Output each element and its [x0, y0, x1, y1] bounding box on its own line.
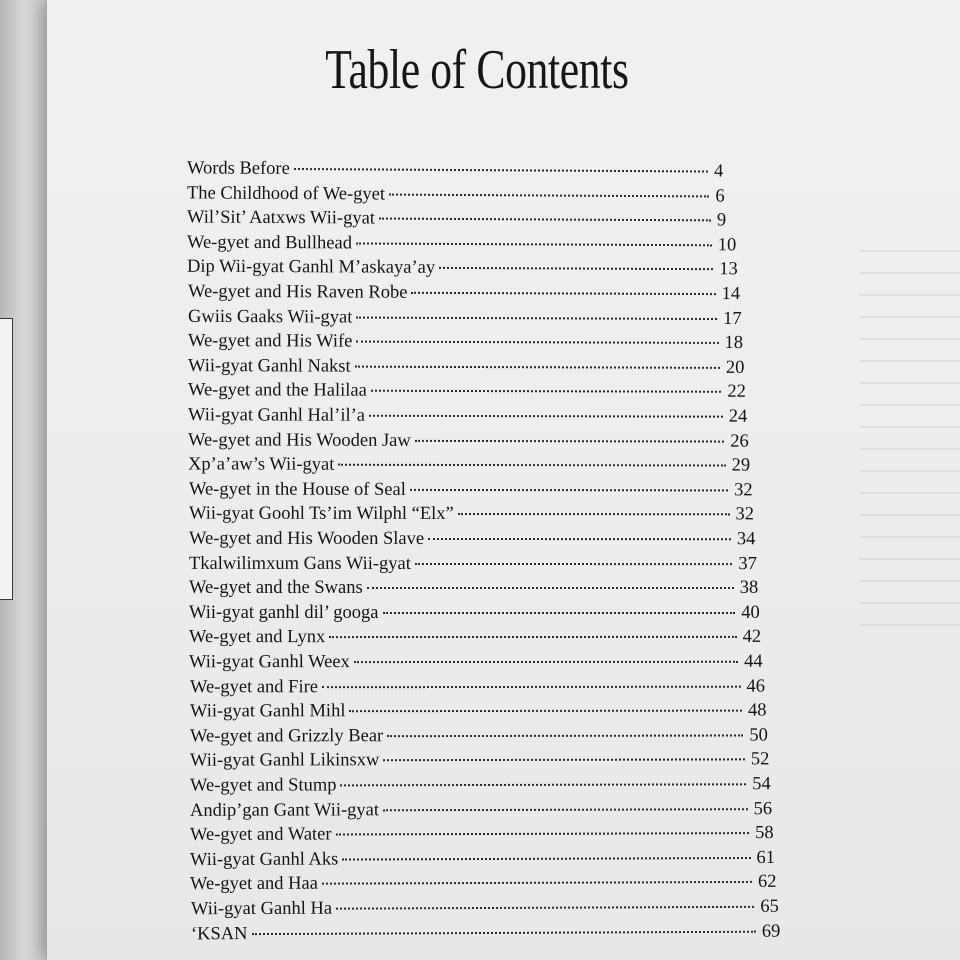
toc-dot-leader [356, 341, 718, 344]
toc-dot-leader [251, 930, 755, 934]
toc-page-number: 32 [733, 480, 753, 501]
toc-entry[interactable] [190, 676, 765, 701]
toc-entry-title: We-gyet and Fire [189, 676, 318, 697]
toc-page-number: 62 [758, 872, 777, 893]
toc-dot-leader [440, 267, 714, 270]
toc-dot-leader [355, 365, 720, 368]
toc-page-number: 24 [728, 406, 748, 427]
toc-page-number: 6 [715, 186, 725, 207]
toc-entry-title: We-gyet and Grizzly Bear [189, 725, 383, 747]
toc-entry[interactable] [189, 603, 760, 627]
toc-entry-title: Andip’gan Gant Wii-gyat [190, 799, 380, 821]
toc-page-number: 37 [738, 553, 757, 574]
toc-entry-title: Wii-gyat ganhl dil’ googa [189, 602, 379, 623]
toc-entry[interactable] [188, 405, 747, 430]
toc-page-number: 52 [750, 749, 770, 770]
toc-entry-title: The Childhood of We-gyet [187, 183, 386, 205]
toc-dot-leader [369, 415, 723, 418]
toc-entry-title: Gwiis Gaaks Wii-gyat [187, 306, 353, 328]
toc-entry-title: We-gyet and Water [190, 824, 332, 846]
toc-page-number: 14 [721, 284, 740, 305]
toc-entry-title: Wii-gyat Goohl Ts’im Wilphl “Elx” [188, 504, 454, 525]
toc-entry[interactable] [187, 183, 734, 210]
toc-entry-title: Wii-gyat Ganhl Nakst [187, 355, 351, 377]
toc-entry-title: We-gyet and Stump [189, 775, 337, 796]
toc-dot-leader [367, 587, 734, 589]
toc-dot-leader [339, 464, 726, 467]
toc-entry-title: We-gyet and the Halilaa [188, 380, 367, 402]
toc-dot-leader [354, 661, 738, 663]
toc-dot-leader [321, 685, 740, 688]
toc-dot-leader [383, 612, 736, 614]
toc-entry[interactable] [190, 799, 772, 825]
toc-entry[interactable] [187, 208, 735, 235]
toc-entry[interactable] [190, 872, 777, 898]
toc-dot-leader [428, 538, 731, 540]
toc-dot-leader [329, 636, 736, 638]
toc-page-number: 56 [753, 798, 773, 819]
toc-entry-title: Wii-gyat Ganhl Weex [189, 652, 351, 673]
toc-dot-leader [356, 242, 712, 246]
toc-dot-leader [457, 513, 729, 515]
toc-entry-title: We-gyet and His Raven Robe [187, 281, 408, 303]
toc-entry[interactable] [187, 158, 732, 185]
toc-page-number: 32 [735, 504, 754, 525]
toc-dot-leader [349, 710, 742, 713]
toc-entry[interactable] [188, 282, 740, 308]
toc-entry-title: We-gyet and the Swans [189, 578, 363, 599]
toc-entry[interactable] [189, 553, 757, 577]
toc-entry[interactable] [189, 652, 763, 677]
toc-dot-leader [336, 906, 754, 910]
toc-entry[interactable] [188, 381, 746, 407]
toc-page-number: 61 [756, 847, 776, 868]
facing-page-insert [0, 318, 13, 600]
toc-entry-title: We-gyet and His Wooden Slave [188, 528, 424, 549]
toc-page-number: 65 [759, 896, 779, 917]
toc-entry-title: Xp’a’aw’s Wii-gyat [188, 454, 335, 475]
show-through-text [859, 250, 960, 630]
toc-dot-leader [379, 218, 711, 222]
toc-entry[interactable] [190, 725, 768, 750]
toc-page-number: 29 [732, 455, 751, 476]
toc-page-number: 58 [755, 823, 774, 844]
toc-entry[interactable] [190, 750, 769, 775]
toc-page-number: 13 [719, 259, 739, 280]
toc-dot-leader [356, 316, 717, 319]
toc-page-number: 9 [717, 210, 727, 231]
toc-entry-title: Wii-gyat Ganhl Mihl [189, 701, 346, 722]
toc-page-number: 20 [725, 357, 745, 378]
toc-entry[interactable] [190, 823, 774, 849]
toc-entry-title: We-gyet and His Wife [187, 331, 353, 352]
toc-entry[interactable] [188, 306, 742, 332]
toc-dot-leader [343, 857, 751, 860]
toc-page-number: 44 [744, 651, 763, 672]
toc-dot-leader [322, 881, 752, 885]
toc-entry[interactable] [190, 701, 766, 726]
toc-entry[interactable] [189, 578, 758, 602]
toc-page-number: 34 [736, 529, 756, 550]
toc-entry-title: Dip Wii-gyat Ganhl M’askaya’ay [187, 257, 436, 279]
toc-dot-leader [294, 168, 708, 173]
toc-page-number: 48 [747, 700, 767, 721]
toc-entry[interactable] [189, 627, 761, 651]
toc-entry-title: Words Before [186, 158, 290, 179]
toc-dot-leader [383, 808, 748, 811]
toc-entry[interactable] [189, 504, 754, 529]
toc-page-number: 17 [722, 308, 742, 329]
toc-dot-leader [409, 489, 727, 491]
toc-dot-leader [383, 759, 744, 762]
toc-entry-title: ‘KSAN [190, 923, 248, 944]
toc-page-number: 69 [761, 921, 781, 942]
toc-dot-leader [415, 563, 732, 565]
toc-dot-leader [415, 439, 724, 442]
toc-dot-leader [336, 832, 750, 835]
toc-entry-title: We-gyet and Lynx [189, 627, 326, 648]
toc-entry[interactable] [191, 921, 780, 948]
toc-entry[interactable] [188, 331, 743, 357]
toc-page-number: 40 [741, 602, 760, 623]
toc-page-number: 10 [718, 235, 737, 256]
toc-page-number: 54 [752, 774, 771, 795]
toc-entry-title: Wii-gyat Ganhl Likinsxw [189, 750, 380, 772]
toc-page-number: 22 [727, 382, 746, 403]
toc-entry[interactable] [188, 356, 745, 382]
toc-page-number: 46 [746, 676, 765, 697]
toc-page-number: 38 [739, 578, 759, 599]
toc-entry-title: We-gyet and His Wooden Jaw [188, 429, 412, 451]
toc-dot-leader [371, 390, 722, 393]
toc-entry[interactable] [191, 897, 779, 924]
toc-entry-title: Wii-gyat Ganhl Aks [190, 849, 339, 870]
toc-entry-title: Wii-gyat Ganhl Ha [190, 898, 332, 920]
toc-entry-title: We-gyet and Haa [190, 874, 319, 895]
toc-entry[interactable] [189, 529, 755, 553]
toc-entry[interactable] [190, 774, 771, 800]
toc-entry-title: Tkalwilimxum Gans Wii-gyat [188, 553, 411, 574]
toc-dot-leader [389, 193, 709, 197]
toc-page-number: 42 [742, 627, 762, 648]
toc-dot-leader [340, 783, 746, 786]
toc-dot-leader [411, 292, 715, 295]
toc-page-number: 18 [724, 333, 743, 354]
toc-entry[interactable] [187, 232, 736, 259]
toc-entry[interactable] [189, 479, 753, 504]
toc-entry[interactable] [188, 455, 750, 480]
toc-entry[interactable] [190, 848, 775, 874]
toc-entry-title: We-gyet and Bullhead [187, 232, 353, 254]
toc-entry[interactable] [188, 430, 749, 455]
toc-page-number: 4 [713, 161, 724, 182]
toc-page-number: 26 [730, 431, 750, 452]
toc-page-number: 50 [749, 725, 768, 746]
toc-entry-title: Wii-gyat Ganhl Hal’il’a [188, 405, 366, 426]
toc-entry-title: Wil’Sit’ Aatxws Wii-gyat [187, 207, 376, 229]
toc-dot-leader [387, 734, 743, 737]
toc-entry-title: We-gyet in the House of Seal [188, 479, 406, 500]
toc-entry[interactable] [187, 257, 738, 284]
page-title: Table of Contents [325, 39, 629, 101]
